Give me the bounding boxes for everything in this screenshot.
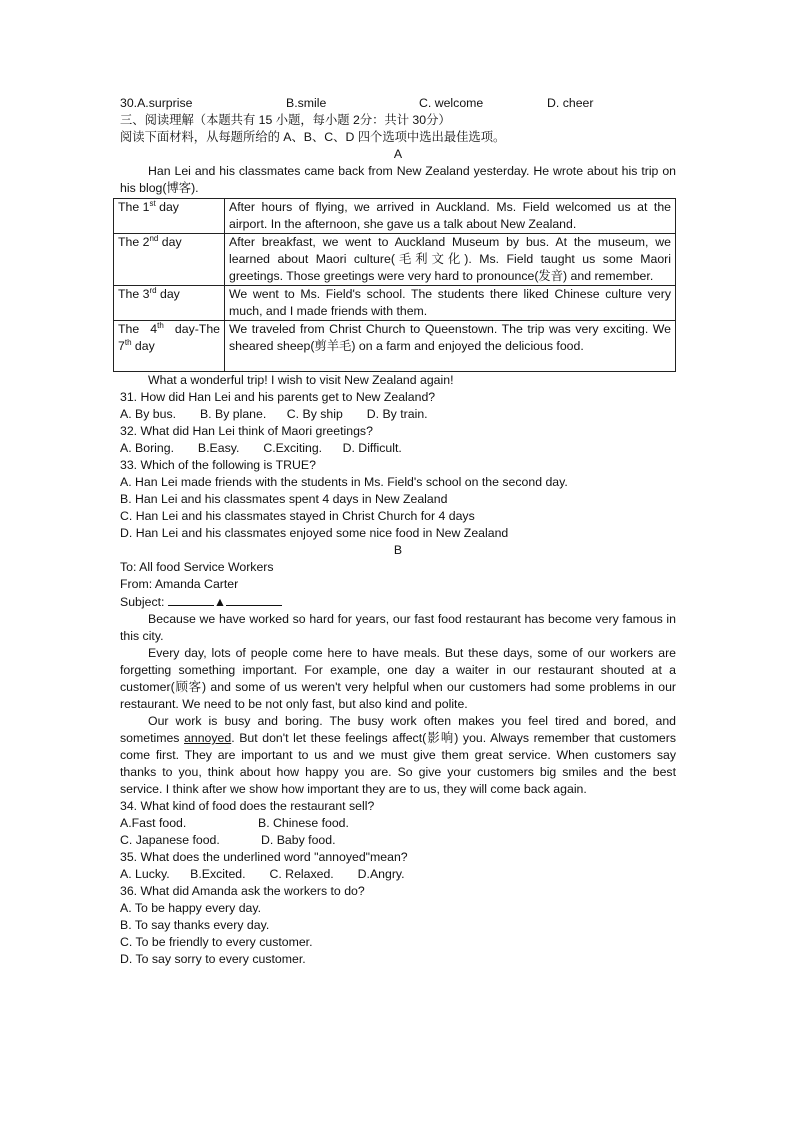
- section-3-heading: 三、阅读理解（本题共有 15 小题，每小题 2分：共计 30分）: [120, 113, 451, 127]
- question-35-options: [120, 866, 676, 883]
- question-32-options: [120, 440, 676, 457]
- q32-option-b: B.Easy.: [197, 441, 240, 455]
- underlined-word: annoyed: [184, 731, 232, 745]
- memo-subject: Subject: ▲: [120, 593, 676, 611]
- table-row: [114, 199, 676, 234]
- q30-option-a: 30.A.surprise: [120, 96, 193, 110]
- question-34-options-cd: [120, 832, 676, 849]
- subject-blank-left: [168, 593, 214, 606]
- passage-a-label: A: [393, 147, 403, 161]
- entry-cell: We went to Ms. Field's school. The students there liked Chinese culture very much, and I made friends with them.: [225, 286, 676, 321]
- question-30-options: [120, 95, 676, 112]
- question-34: 34. What kind of food does the restaurant sell?: [120, 799, 375, 813]
- trip-table: [113, 198, 676, 372]
- passage-a-closing: What a wonderful trip! I wish to visit New Zealand again!: [148, 373, 454, 387]
- memo-to: To: All food Service Workers: [120, 560, 274, 574]
- q30-option-d: D. cheer: [547, 96, 594, 110]
- question-33: 33. Which of the following is TRUE?: [120, 458, 316, 472]
- subject-blank-right: [226, 593, 282, 606]
- table-row: [114, 286, 676, 321]
- q31-option-c: C. By ship: [286, 407, 343, 421]
- q33-option-c: C. Han Lei and his classmates stayed in Christ Church for 4 days: [120, 509, 475, 523]
- triangle-icon: ▲: [213, 595, 227, 609]
- q34-option-b: B. Chinese food.: [258, 816, 349, 830]
- entry-cell: After hours of flying, we arrived in Auckland. Ms. Field welcomed us at the airport. In the afternoon, she gave us a talk about New Zealand.: [225, 199, 676, 234]
- q35-option-c: C. Relaxed.: [269, 867, 334, 881]
- q31-option-a: A. By bus.: [120, 407, 177, 421]
- q36-option-d: D. To say sorry to every customer.: [120, 952, 306, 966]
- q30-option-b: B.smile: [286, 96, 327, 110]
- question-31-options: [120, 406, 676, 423]
- q35-option-b: B.Excited.: [190, 867, 246, 881]
- q33-option-b: B. Han Lei and his classmates spent 4 days in New Zealand: [120, 492, 448, 506]
- q31-option-d: D. By train.: [366, 407, 428, 421]
- q32-option-a: A. Boring.: [120, 441, 174, 455]
- memo-paragraph-1: Because we have worked so hard for years, our fast food restaurant has become very famous in this city.: [120, 612, 676, 643]
- table-row: [114, 321, 676, 372]
- section-3-instruction: 阅读下面材料，从每题所给的 A、B、C、D 四个选项中选出最佳选项。: [120, 130, 506, 144]
- q32-option-c: C.Exciting.: [263, 441, 323, 455]
- passage-a-intro: Han Lei and his classmates came back from New Zealand yesterday. He wrote about his trip on his blog(博客).: [120, 164, 676, 195]
- question-31: 31. How did Han Lei and his parents get to New Zealand?: [120, 390, 436, 404]
- q34-option-d: D. Baby food.: [261, 833, 336, 847]
- question-32: 32. What did Han Lei think of Maori greetings?: [120, 424, 373, 438]
- q35-option-d: D.Angry.: [357, 867, 405, 881]
- q36-option-b: B. To say thanks every day.: [120, 918, 270, 932]
- q36-option-a: A. To be happy every day.: [120, 901, 262, 915]
- q31-option-b: B. By plane.: [199, 407, 267, 421]
- day-cell: The 1st day: [114, 199, 225, 234]
- question-34-options-ab: [120, 815, 676, 832]
- entry-cell: After breakfast, we went to Auckland Museum by bus. At the museum, we learned about Maori culture(毛利文化). Ms. Field taught us some Maori greetings. Those greetings were very hard to pronounce(发音) and remember.: [225, 234, 676, 286]
- q35-option-a: A. Lucky.: [120, 867, 170, 881]
- question-35: 35. What does the underlined word "annoyed"mean?: [120, 850, 408, 864]
- question-36: 36. What did Amanda ask the workers to do?: [120, 884, 365, 898]
- q34-option-c: C. Japanese food.: [120, 833, 220, 847]
- q32-option-d: D. Difficult.: [342, 441, 402, 455]
- q30-option-c: C. welcome: [419, 96, 484, 110]
- day-cell: The 2nd day: [114, 234, 225, 286]
- table-row: [114, 234, 676, 286]
- q33-option-d: D. Han Lei and his classmates enjoyed some nice food in New Zealand: [120, 526, 509, 540]
- q36-option-c: C. To be friendly to every customer.: [120, 935, 313, 949]
- passage-b-label: B: [393, 543, 403, 557]
- memo-paragraph-3: Our work is busy and boring. The busy work often makes you feel tired and bored, and sometimes annoyed. But don't let these feelings affect(影响) you. Always remember that customers come first. They are important to us and we must give them great service. When customers say thanks to you, think about how happy you are. So give your customers big smiles and the best service. I think after we show how important they are to us, they will come back again.: [120, 714, 676, 796]
- day-cell: The 4th day-The 7th day: [114, 321, 225, 372]
- memo-paragraph-2: Every day, lots of people come here to have meals. But these days, some of our workers are forgetting something important. For example, one day a waiter in our restaurant shouted at a customer(顾客) and some of us weren't very helpful when our customers had some problems in our restaurant. We need to be not only fast, but also kind and polite.: [120, 646, 676, 711]
- q34-option-a: A.Fast food.: [120, 816, 187, 830]
- q33-option-a: A. Han Lei made friends with the students in Ms. Field's school on the second day.: [120, 475, 568, 489]
- memo-from: From: Amanda Carter: [120, 577, 239, 591]
- entry-cell: We traveled from Christ Church to Queenstown. The trip was very exciting. We sheared sheep(剪羊毛) on a farm and enjoyed the delicious food.: [225, 321, 676, 372]
- exam-page: [120, 95, 676, 968]
- day-cell: The 3rd day: [114, 286, 225, 321]
